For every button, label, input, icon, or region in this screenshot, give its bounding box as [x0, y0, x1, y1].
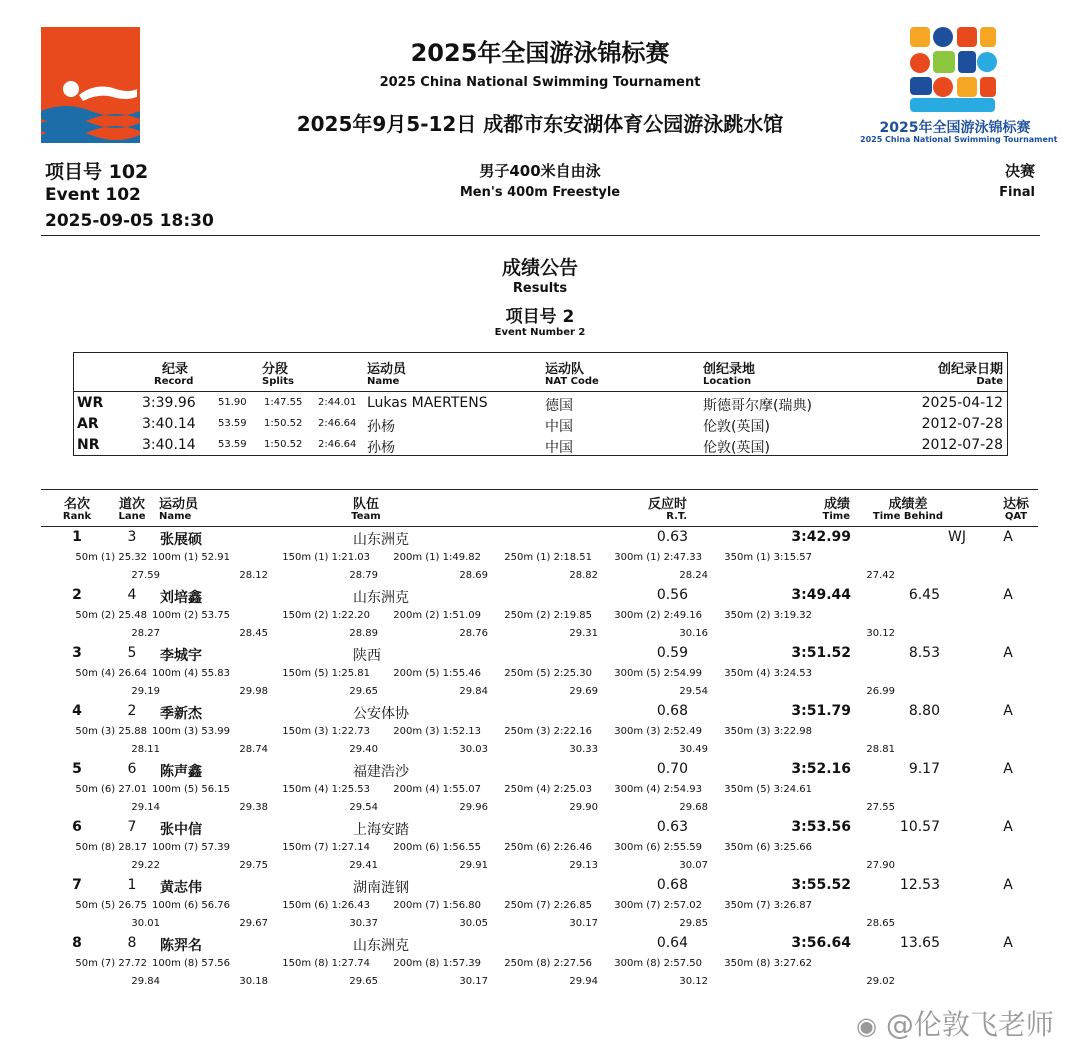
split-cumulative: 50m (5) 26.75 [75, 900, 147, 911]
split-cumulative: 250m (6) 2:26.46 [504, 842, 592, 853]
result-rt: 0.68 [656, 877, 688, 893]
split-cumulative: 200m (8) 1:57.39 [393, 958, 481, 969]
result-time: 3:52.16 [791, 761, 851, 777]
split-lap: 30.17 [569, 918, 598, 929]
record-holder: 孙杨 [367, 419, 395, 435]
result-rank: 5 [72, 761, 82, 777]
split-cumulative: 50m (3) 25.88 [75, 726, 147, 737]
split-cumulative: 250m (5) 2:25.30 [504, 668, 592, 679]
split-lap: 27.59 [131, 570, 160, 581]
result-behind: 12.53 [899, 877, 940, 893]
result-time: 3:51.52 [791, 645, 851, 661]
result-time: 3:42.99 [791, 529, 851, 545]
split-cumulative: 100m (5) 56.15 [152, 784, 230, 795]
record-type: AR [77, 416, 99, 432]
record-type: NR [77, 437, 100, 453]
result-rank: 7 [72, 877, 82, 893]
record-split-250: 2:46.64 [318, 418, 357, 429]
col-rt-en: R.T. [666, 511, 687, 522]
result-record-flag: WJ [948, 529, 966, 545]
result-rank: 6 [72, 819, 82, 835]
col-name-cn: 运动员 [159, 497, 199, 512]
result-rank: 8 [72, 935, 82, 951]
title-en: 2025 China National Swimming Tournament [379, 75, 701, 90]
split-cumulative: 100m (3) 53.99 [152, 726, 230, 737]
title-cn: 2025年全国游泳锦标赛 [410, 39, 670, 67]
records-header [74, 353, 1007, 392]
split-cumulative: 250m (2) 2:19.85 [504, 610, 592, 621]
result-lane: 6 [127, 761, 137, 777]
record-date: 2012-07-28 [921, 437, 1003, 453]
split-lap: 30.12 [679, 976, 708, 987]
split-cumulative: 250m (7) 2:26.85 [504, 900, 592, 911]
result-rt: 0.59 [656, 645, 688, 661]
split-lap: 30.33 [569, 744, 598, 755]
split-cumulative: 300m (4) 2:54.93 [614, 784, 702, 795]
logo-right-en: 2025 China National Swimming Tournament [860, 135, 1058, 144]
result-qat: A [1003, 877, 1013, 893]
result-time: 3:49.44 [791, 587, 851, 603]
result-time: 3:53.56 [791, 819, 851, 835]
col-rank-en: Rank [62, 511, 92, 522]
record-time: 3:40.14 [142, 416, 196, 432]
split-lap: 29.31 [569, 628, 598, 639]
split-cumulative: 350m (4) 3:24.53 [724, 668, 812, 679]
split-cumulative: 350m (1) 3:15.57 [724, 552, 812, 563]
split-lap: 28.82 [569, 570, 598, 581]
result-lane: 4 [127, 587, 137, 603]
result-rank: 2 [72, 587, 82, 603]
rec-h-location-en: Location [703, 376, 752, 387]
result-rank: 4 [72, 703, 82, 719]
split-cumulative: 50m (2) 25.48 [75, 610, 147, 621]
rec-h-splits-cn: 分段 [262, 362, 289, 377]
results-header [41, 489, 1038, 527]
result-team: 湖南涟钢 [353, 880, 409, 896]
split-lap: 26.99 [866, 686, 895, 697]
result-name: 张展硕 [160, 532, 202, 548]
split-lap: 29.75 [239, 860, 268, 871]
result-qat: A [1003, 935, 1013, 951]
split-cumulative: 350m (7) 3:26.87 [724, 900, 812, 911]
phase-en: Final [999, 185, 1035, 200]
split-lap: 30.18 [239, 976, 268, 987]
record-split-150: 1:50.52 [264, 418, 303, 429]
split-cumulative: 100m (8) 57.56 [152, 958, 230, 969]
split-lap: 28.27 [131, 628, 160, 639]
split-lap: 29.22 [131, 860, 160, 871]
result-lane: 8 [127, 935, 137, 951]
records-table [73, 352, 1008, 456]
record-time: 3:39.96 [142, 395, 196, 411]
col-rt-cn: 反应时 [647, 497, 687, 512]
section-title-cn: 成绩公告 [501, 257, 578, 279]
split-cumulative: 300m (7) 2:57.02 [614, 900, 702, 911]
split-lap: 29.54 [349, 802, 378, 813]
rec-h-record-en: Record [154, 376, 194, 387]
tournament-logo-right [905, 25, 1000, 115]
split-cumulative: 150m (5) 1:25.81 [282, 668, 370, 679]
split-lap: 28.24 [679, 570, 708, 581]
col-qat-en: QAT [1004, 511, 1028, 522]
result-rt: 0.64 [656, 935, 688, 951]
split-lap: 29.40 [349, 744, 378, 755]
split-lap: 29.84 [131, 976, 160, 987]
split-cumulative: 100m (6) 56.76 [152, 900, 230, 911]
record-split-150: 1:50.52 [264, 439, 303, 450]
result-team: 公安体协 [353, 706, 409, 722]
header-divider [41, 235, 1040, 236]
split-cumulative: 50m (4) 26.64 [75, 668, 147, 679]
split-lap: 30.07 [679, 860, 708, 871]
split-lap: 29.96 [459, 802, 488, 813]
split-lap: 29.13 [569, 860, 598, 871]
record-location: 伦敦(英国) [703, 440, 770, 456]
record-split-50: 51.90 [218, 397, 247, 408]
split-cumulative: 250m (1) 2:18.51 [504, 552, 592, 563]
rec-h-date-cn: 创纪录日期 [937, 362, 1003, 377]
col-rank-cn: 名次 [63, 497, 90, 512]
col-time-cn: 成绩 [823, 497, 850, 512]
split-cumulative: 100m (4) 55.83 [152, 668, 230, 679]
split-lap: 29.90 [569, 802, 598, 813]
split-lap: 30.37 [349, 918, 378, 929]
split-lap: 28.74 [239, 744, 268, 755]
split-lap: 29.69 [569, 686, 598, 697]
rec-h-team-en: NAT Code [545, 376, 599, 387]
split-lap: 30.05 [459, 918, 488, 929]
col-behind-en: Time Behind [872, 511, 944, 522]
record-split-250: 2:46.64 [318, 439, 357, 450]
result-rt: 0.63 [656, 819, 688, 835]
rec-h-record-cn: 纪录 [162, 362, 189, 377]
split-cumulative: 150m (2) 1:22.20 [282, 610, 370, 621]
event-name-en: Men's 400m Freestyle [459, 185, 621, 200]
record-type: WR [77, 395, 104, 411]
record-row [74, 393, 1007, 414]
watermark [856, 1003, 1054, 1043]
split-cumulative: 150m (7) 1:27.14 [282, 842, 370, 853]
split-cumulative: 250m (4) 2:25.03 [504, 784, 592, 795]
record-date: 2025-04-12 [921, 395, 1003, 411]
split-lap: 29.54 [679, 686, 708, 697]
result-lane: 7 [127, 819, 137, 835]
split-lap: 30.49 [679, 744, 708, 755]
result-rt: 0.56 [656, 587, 688, 603]
split-lap: 29.19 [131, 686, 160, 697]
split-lap: 28.69 [459, 570, 488, 581]
split-lap: 30.17 [459, 976, 488, 987]
split-cumulative: 150m (4) 1:25.53 [282, 784, 370, 795]
split-cumulative: 50m (6) 27.01 [75, 784, 147, 795]
result-team: 山东洲克 [353, 938, 409, 954]
split-cumulative: 150m (1) 1:21.03 [282, 552, 370, 563]
result-name: 刘培鑫 [160, 590, 202, 606]
split-lap: 29.41 [349, 860, 378, 871]
col-team-en: Team [351, 511, 381, 522]
result-lane: 2 [127, 703, 137, 719]
split-lap: 28.12 [239, 570, 268, 581]
split-cumulative: 350m (8) 3:27.62 [724, 958, 812, 969]
split-lap: 30.03 [459, 744, 488, 755]
record-team: 德国 [545, 398, 573, 414]
col-qat-cn: 达标 [1002, 497, 1029, 512]
split-lap: 28.45 [239, 628, 268, 639]
split-cumulative: 350m (5) 3:24.61 [724, 784, 812, 795]
result-behind: 13.65 [899, 935, 940, 951]
split-lap: 30.01 [131, 918, 160, 929]
split-lap: 28.65 [866, 918, 895, 929]
split-cumulative: 300m (1) 2:47.33 [614, 552, 702, 563]
split-cumulative: 200m (2) 1:51.09 [393, 610, 481, 621]
record-team: 中国 [545, 419, 573, 435]
result-lane: 1 [127, 877, 137, 893]
split-cumulative: 300m (6) 2:55.59 [614, 842, 702, 853]
split-lap: 27.55 [866, 802, 895, 813]
result-rt: 0.68 [656, 703, 688, 719]
split-cumulative: 50m (7) 27.72 [75, 958, 147, 969]
record-time: 3:40.14 [142, 437, 196, 453]
split-lap: 27.42 [866, 570, 895, 581]
split-lap: 28.76 [459, 628, 488, 639]
split-cumulative: 100m (2) 53.75 [152, 610, 230, 621]
phase-cn: 决赛 [1004, 162, 1035, 180]
split-lap: 29.84 [459, 686, 488, 697]
split-cumulative: 100m (1) 52.91 [152, 552, 230, 563]
section-event-cn: 项目号 2 [505, 307, 575, 327]
split-cumulative: 300m (3) 2:52.49 [614, 726, 702, 737]
result-time: 3:55.52 [791, 877, 851, 893]
split-cumulative: 350m (6) 3:25.66 [724, 842, 812, 853]
event-number-cn: 项目号 102 [45, 161, 149, 183]
split-cumulative: 300m (5) 2:54.99 [614, 668, 702, 679]
result-name: 陈羿名 [160, 938, 202, 954]
event-datetime: 2025-09-05 18:30 [45, 211, 214, 231]
result-team: 山东洲克 [353, 590, 409, 606]
result-time: 3:51.79 [791, 703, 851, 719]
result-behind: 8.53 [908, 645, 940, 661]
rec-h-splits-en: Splits [262, 376, 294, 387]
record-holder: 孙杨 [367, 440, 395, 456]
split-cumulative: 100m (7) 57.39 [152, 842, 230, 853]
split-cumulative: 50m (8) 28.17 [75, 842, 147, 853]
result-rank: 1 [72, 529, 82, 545]
rec-h-date-en: Date [976, 376, 1003, 387]
split-cumulative: 300m (8) 2:57.50 [614, 958, 702, 969]
event-number-en: Event 102 [45, 185, 141, 205]
result-lane: 5 [127, 645, 137, 661]
split-cumulative: 150m (8) 1:27.74 [282, 958, 370, 969]
split-lap: 30.16 [679, 628, 708, 639]
weibo-icon: ◉ [856, 1012, 877, 1040]
split-lap: 29.38 [239, 802, 268, 813]
result-rank: 3 [72, 645, 82, 661]
record-row [74, 414, 1007, 435]
rec-h-name-cn: 运动员 [367, 362, 407, 377]
split-lap: 28.81 [866, 744, 895, 755]
section-title-en: Results [512, 281, 568, 296]
result-name: 黄志伟 [160, 880, 202, 896]
result-qat: A [1003, 819, 1013, 835]
split-cumulative: 150m (6) 1:26.43 [282, 900, 370, 911]
result-behind: 10.57 [899, 819, 940, 835]
logo-right-cn: 2025年全国游泳锦标赛 [879, 120, 1031, 136]
rec-h-team-cn: 运动队 [545, 362, 585, 377]
split-lap: 29.02 [866, 976, 895, 987]
result-team: 山东洲克 [353, 532, 409, 548]
result-rt: 0.70 [656, 761, 688, 777]
split-cumulative: 200m (6) 1:56.55 [393, 842, 481, 853]
split-cumulative: 350m (3) 3:22.98 [724, 726, 812, 737]
split-cumulative: 200m (5) 1:55.46 [393, 668, 481, 679]
split-lap: 29.67 [239, 918, 268, 929]
split-lap: 29.65 [349, 686, 378, 697]
result-name: 陈声鑫 [160, 764, 202, 780]
split-lap: 29.14 [131, 802, 160, 813]
split-cumulative: 200m (1) 1:49.82 [393, 552, 481, 563]
rec-h-location-cn: 创纪录地 [703, 362, 756, 377]
result-qat: A [1003, 529, 1013, 545]
result-lane: 3 [127, 529, 137, 545]
col-time-en: Time [822, 511, 850, 522]
split-lap: 28.11 [131, 744, 160, 755]
record-row [74, 435, 1007, 456]
record-team: 中国 [545, 440, 573, 456]
record-holder: Lukas MAERTENS [367, 395, 488, 411]
result-qat: A [1003, 645, 1013, 661]
split-cumulative: 150m (3) 1:22.73 [282, 726, 370, 737]
col-lane-cn: 道次 [118, 497, 145, 512]
rec-h-name-en: Name [367, 376, 400, 387]
split-cumulative: 200m (4) 1:55.07 [393, 784, 481, 795]
split-lap: 28.79 [349, 570, 378, 581]
result-name: 李城宇 [160, 648, 202, 664]
col-lane-en: Lane [118, 511, 146, 522]
split-cumulative: 350m (2) 3:19.32 [724, 610, 812, 621]
split-cumulative: 250m (8) 2:27.56 [504, 958, 592, 969]
split-lap: 30.12 [866, 628, 895, 639]
split-cumulative: 50m (1) 25.32 [75, 552, 147, 563]
result-time: 3:56.64 [791, 935, 851, 951]
split-lap: 29.98 [239, 686, 268, 697]
record-split-50: 53.59 [218, 418, 247, 429]
record-location: 伦敦(英国) [703, 419, 770, 435]
result-qat: A [1003, 703, 1013, 719]
result-behind: 8.80 [908, 703, 940, 719]
split-cumulative: 250m (3) 2:22.16 [504, 726, 592, 737]
split-cumulative: 300m (2) 2:49.16 [614, 610, 702, 621]
result-qat: A [1003, 587, 1013, 603]
col-team-cn: 队伍 [352, 497, 379, 512]
split-cumulative: 200m (3) 1:52.13 [393, 726, 481, 737]
result-team: 上海安踏 [353, 822, 409, 838]
split-lap: 29.65 [349, 976, 378, 987]
record-split-250: 2:44.01 [318, 397, 357, 408]
split-cumulative: 200m (7) 1:56.80 [393, 900, 481, 911]
col-behind-cn: 成绩差 [888, 497, 928, 512]
result-name: 张中信 [160, 822, 202, 838]
result-team: 福建浩沙 [353, 764, 409, 780]
record-split-50: 53.59 [218, 439, 247, 450]
event-name-cn: 男子400米自由泳 [479, 162, 601, 180]
record-location: 斯德哥尔摩(瑞典) [703, 398, 812, 414]
result-name: 季新杰 [160, 706, 202, 722]
split-lap: 29.68 [679, 802, 708, 813]
result-behind: 9.17 [908, 761, 940, 777]
date-venue: 2025年9月5-12日 成都市东安湖体育公园游泳跳水馆 [296, 112, 784, 136]
result-behind: 6.45 [908, 587, 940, 603]
watermark-text: @伦敦飞老师 [885, 1008, 1054, 1041]
split-lap: 29.94 [569, 976, 598, 987]
record-date: 2012-07-28 [921, 416, 1003, 432]
result-qat: A [1003, 761, 1013, 777]
split-lap: 29.91 [459, 860, 488, 871]
result-rt: 0.63 [656, 529, 688, 545]
split-lap: 28.89 [349, 628, 378, 639]
split-lap: 29.85 [679, 918, 708, 929]
split-lap: 27.90 [866, 860, 895, 871]
col-name-en: Name [159, 511, 192, 522]
section-event-en: Event Number 2 [494, 327, 586, 338]
record-split-150: 1:47.55 [264, 397, 303, 408]
result-team: 陕西 [353, 648, 381, 664]
